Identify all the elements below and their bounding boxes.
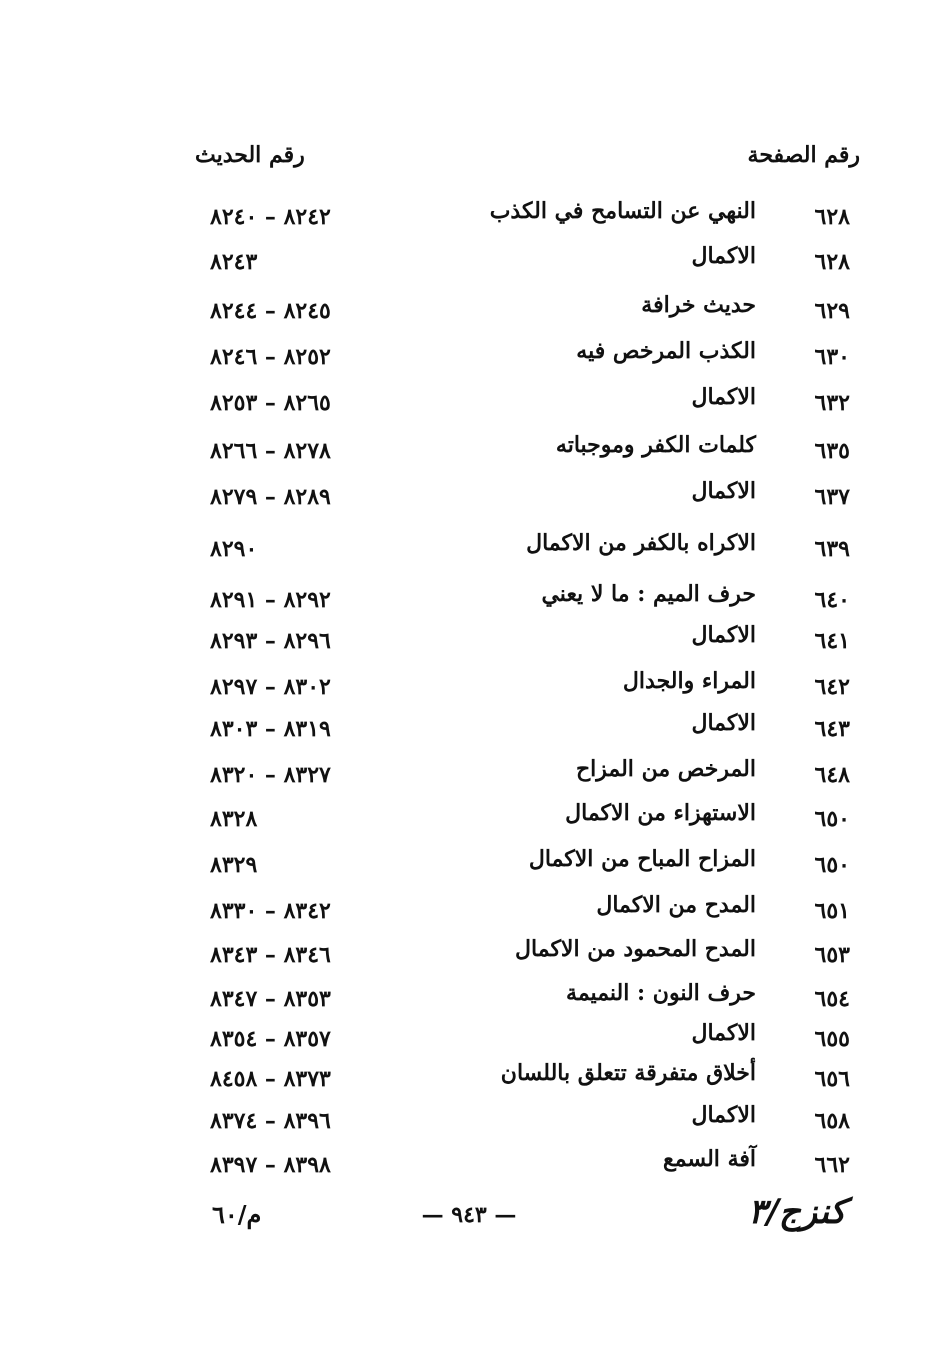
row-page-number: ٦٤٠ [814, 587, 850, 613]
index-row [0, 478, 938, 518]
row-topic-title: الاستهزاء من الاكمال [565, 800, 756, 826]
row-page-number: ٦٣٥ [814, 438, 850, 464]
row-hadith-range: ٨٣٢٨ [210, 806, 258, 832]
row-page-number: ٦٣٩ [814, 536, 850, 562]
row-topic-title: المراء والجدال [622, 668, 756, 694]
row-topic-title: النهي عن التسامح في الكذب [489, 198, 756, 224]
row-hadith-range: ٨٣٢٩ [210, 852, 258, 878]
row-hadith-range: ٨٣٥٣ – ٨٣٤٧ [210, 986, 331, 1012]
row-page-number: ٦٥٠ [814, 852, 850, 878]
index-row [0, 1060, 938, 1100]
row-topic-title: الكذب المرخص فيه [576, 338, 756, 364]
row-hadith-range: ٨٣٩٨ – ٨٣٩٧ [210, 1152, 331, 1178]
row-topic-title: المدح من الاكمال [596, 892, 756, 918]
row-page-number: ٦٤٣ [814, 716, 850, 742]
row-topic-title: المزاح المباح من الاكمال [528, 846, 756, 872]
index-row [0, 1102, 938, 1142]
index-row [0, 622, 938, 662]
row-topic-title: المرخص من المزاح [575, 756, 756, 782]
row-topic-title: الاكمال [691, 710, 756, 736]
row-page-number: ٦٥٤ [814, 986, 850, 1012]
row-page-number: ٦٤٨ [814, 762, 850, 788]
row-topic-title: المدح المحمود من الاكمال [515, 936, 756, 962]
row-hadith-range: ٨٣٥٧ – ٨٣٥٤ [210, 1026, 331, 1052]
index-row [0, 846, 938, 886]
row-page-number: ٦٣٢ [814, 390, 850, 416]
index-row [0, 936, 938, 976]
index-row [0, 756, 938, 796]
index-row [0, 384, 938, 424]
row-page-number: ٦٥٦ [814, 1066, 850, 1092]
row-topic-title: الاكمال [691, 243, 756, 269]
row-hadith-range: ٨٢٩٢ – ٨٢٩١ [210, 587, 331, 613]
index-row [0, 1146, 938, 1186]
row-hadith-range: ٨٣١٩ – ٨٣٠٣ [210, 716, 331, 742]
row-hadith-range: ٨٢٩٠ [210, 536, 258, 562]
row-topic-title: حرف النون : النميمة [566, 980, 756, 1006]
row-hadith-range: ٨٢٩٦ – ٨٢٩٣ [210, 628, 331, 654]
row-page-number: ٦٤١ [814, 628, 850, 654]
row-page-number: ٦٥٣ [814, 942, 850, 968]
row-hadith-range: ٨٢٥٢ – ٨٢٤٦ [210, 344, 331, 370]
row-topic-title: الاكمال [691, 384, 756, 410]
row-page-number: ٦٢٨ [814, 204, 850, 230]
index-row [0, 892, 938, 932]
row-hadith-range: ٨٣٤٢ – ٨٣٣٠ [210, 898, 331, 924]
row-hadith-range: ٨٢٨٩ – ٨٢٧٩ [210, 484, 331, 510]
row-page-number: ٦٢٨ [814, 249, 850, 275]
page-number-column-header: رقم الصفحة [747, 142, 860, 168]
row-topic-title: الاكمال [691, 1020, 756, 1046]
row-topic-title: الاكمال [691, 478, 756, 504]
page-number: — ٩٤٣ — [421, 1202, 517, 1228]
row-hadith-range: ٨٢٤٢ – ٨٢٤٠ [210, 204, 331, 230]
index-row [0, 198, 938, 238]
row-page-number: ٦٥٥ [814, 1026, 850, 1052]
row-hadith-range: ٨٣٩٦ – ٨٣٧٤ [210, 1108, 331, 1134]
row-topic-title: أخلاق متفرقة تتعلق باللسان [500, 1060, 756, 1086]
row-page-number: ٦٢٩ [814, 298, 850, 324]
row-hadith-range: ٨٢٧٨ – ٨٢٦٦ [210, 438, 331, 464]
row-hadith-range: ٨٣٧٣ – ٨٤٥٨ [210, 1066, 331, 1092]
index-row [0, 668, 938, 708]
row-page-number: ٦٥١ [814, 898, 850, 924]
index-row [0, 243, 938, 283]
index-row [0, 432, 938, 472]
volume-mark: م/٦٠ [212, 1200, 262, 1229]
index-row [0, 530, 938, 570]
row-hadith-range: ٨٢٤٣ [210, 249, 258, 275]
index-row [0, 292, 938, 332]
index-row [0, 1020, 938, 1060]
row-page-number: ٦٥٠ [814, 806, 850, 832]
row-topic-title: حديث خرافة [641, 292, 756, 318]
row-topic-title: الاكمال [691, 1102, 756, 1128]
row-hadith-range: ٨٣٠٢ – ٨٢٩٧ [210, 674, 331, 700]
row-hadith-range: ٨٢٦٥ – ٨٢٥٣ [210, 390, 331, 416]
row-hadith-range: ٨٣٢٧ – ٨٣٢٠ [210, 762, 331, 788]
hadith-number-column-header: رقم الحديث [195, 142, 305, 168]
row-hadith-range: ٨٢٤٥ – ٨٢٤٤ [210, 298, 331, 324]
row-page-number: ٦٣٧ [814, 484, 850, 510]
row-topic-title: كلمات الكفر وموجباته [555, 432, 756, 458]
index-row [0, 710, 938, 750]
row-page-number: ٦٥٨ [814, 1108, 850, 1134]
row-topic-title: الاكمال [691, 622, 756, 648]
row-hadith-range: ٨٣٤٦ – ٨٣٤٣ [210, 942, 331, 968]
row-page-number: ٦٤٢ [814, 674, 850, 700]
row-page-number: ٦٣٠ [814, 344, 850, 370]
row-page-number: ٦٦٢ [814, 1152, 850, 1178]
index-row [0, 338, 938, 378]
index-row [0, 800, 938, 840]
collection-signature: كنزج/٣ [748, 1192, 846, 1232]
index-row [0, 581, 938, 621]
index-row [0, 980, 938, 1020]
row-topic-title: الاكراه بالكفر من الاكمال [526, 530, 756, 556]
row-topic-title: حرف الميم : ما لا يعني [541, 581, 756, 607]
row-topic-title: آفة السمع [663, 1146, 756, 1172]
